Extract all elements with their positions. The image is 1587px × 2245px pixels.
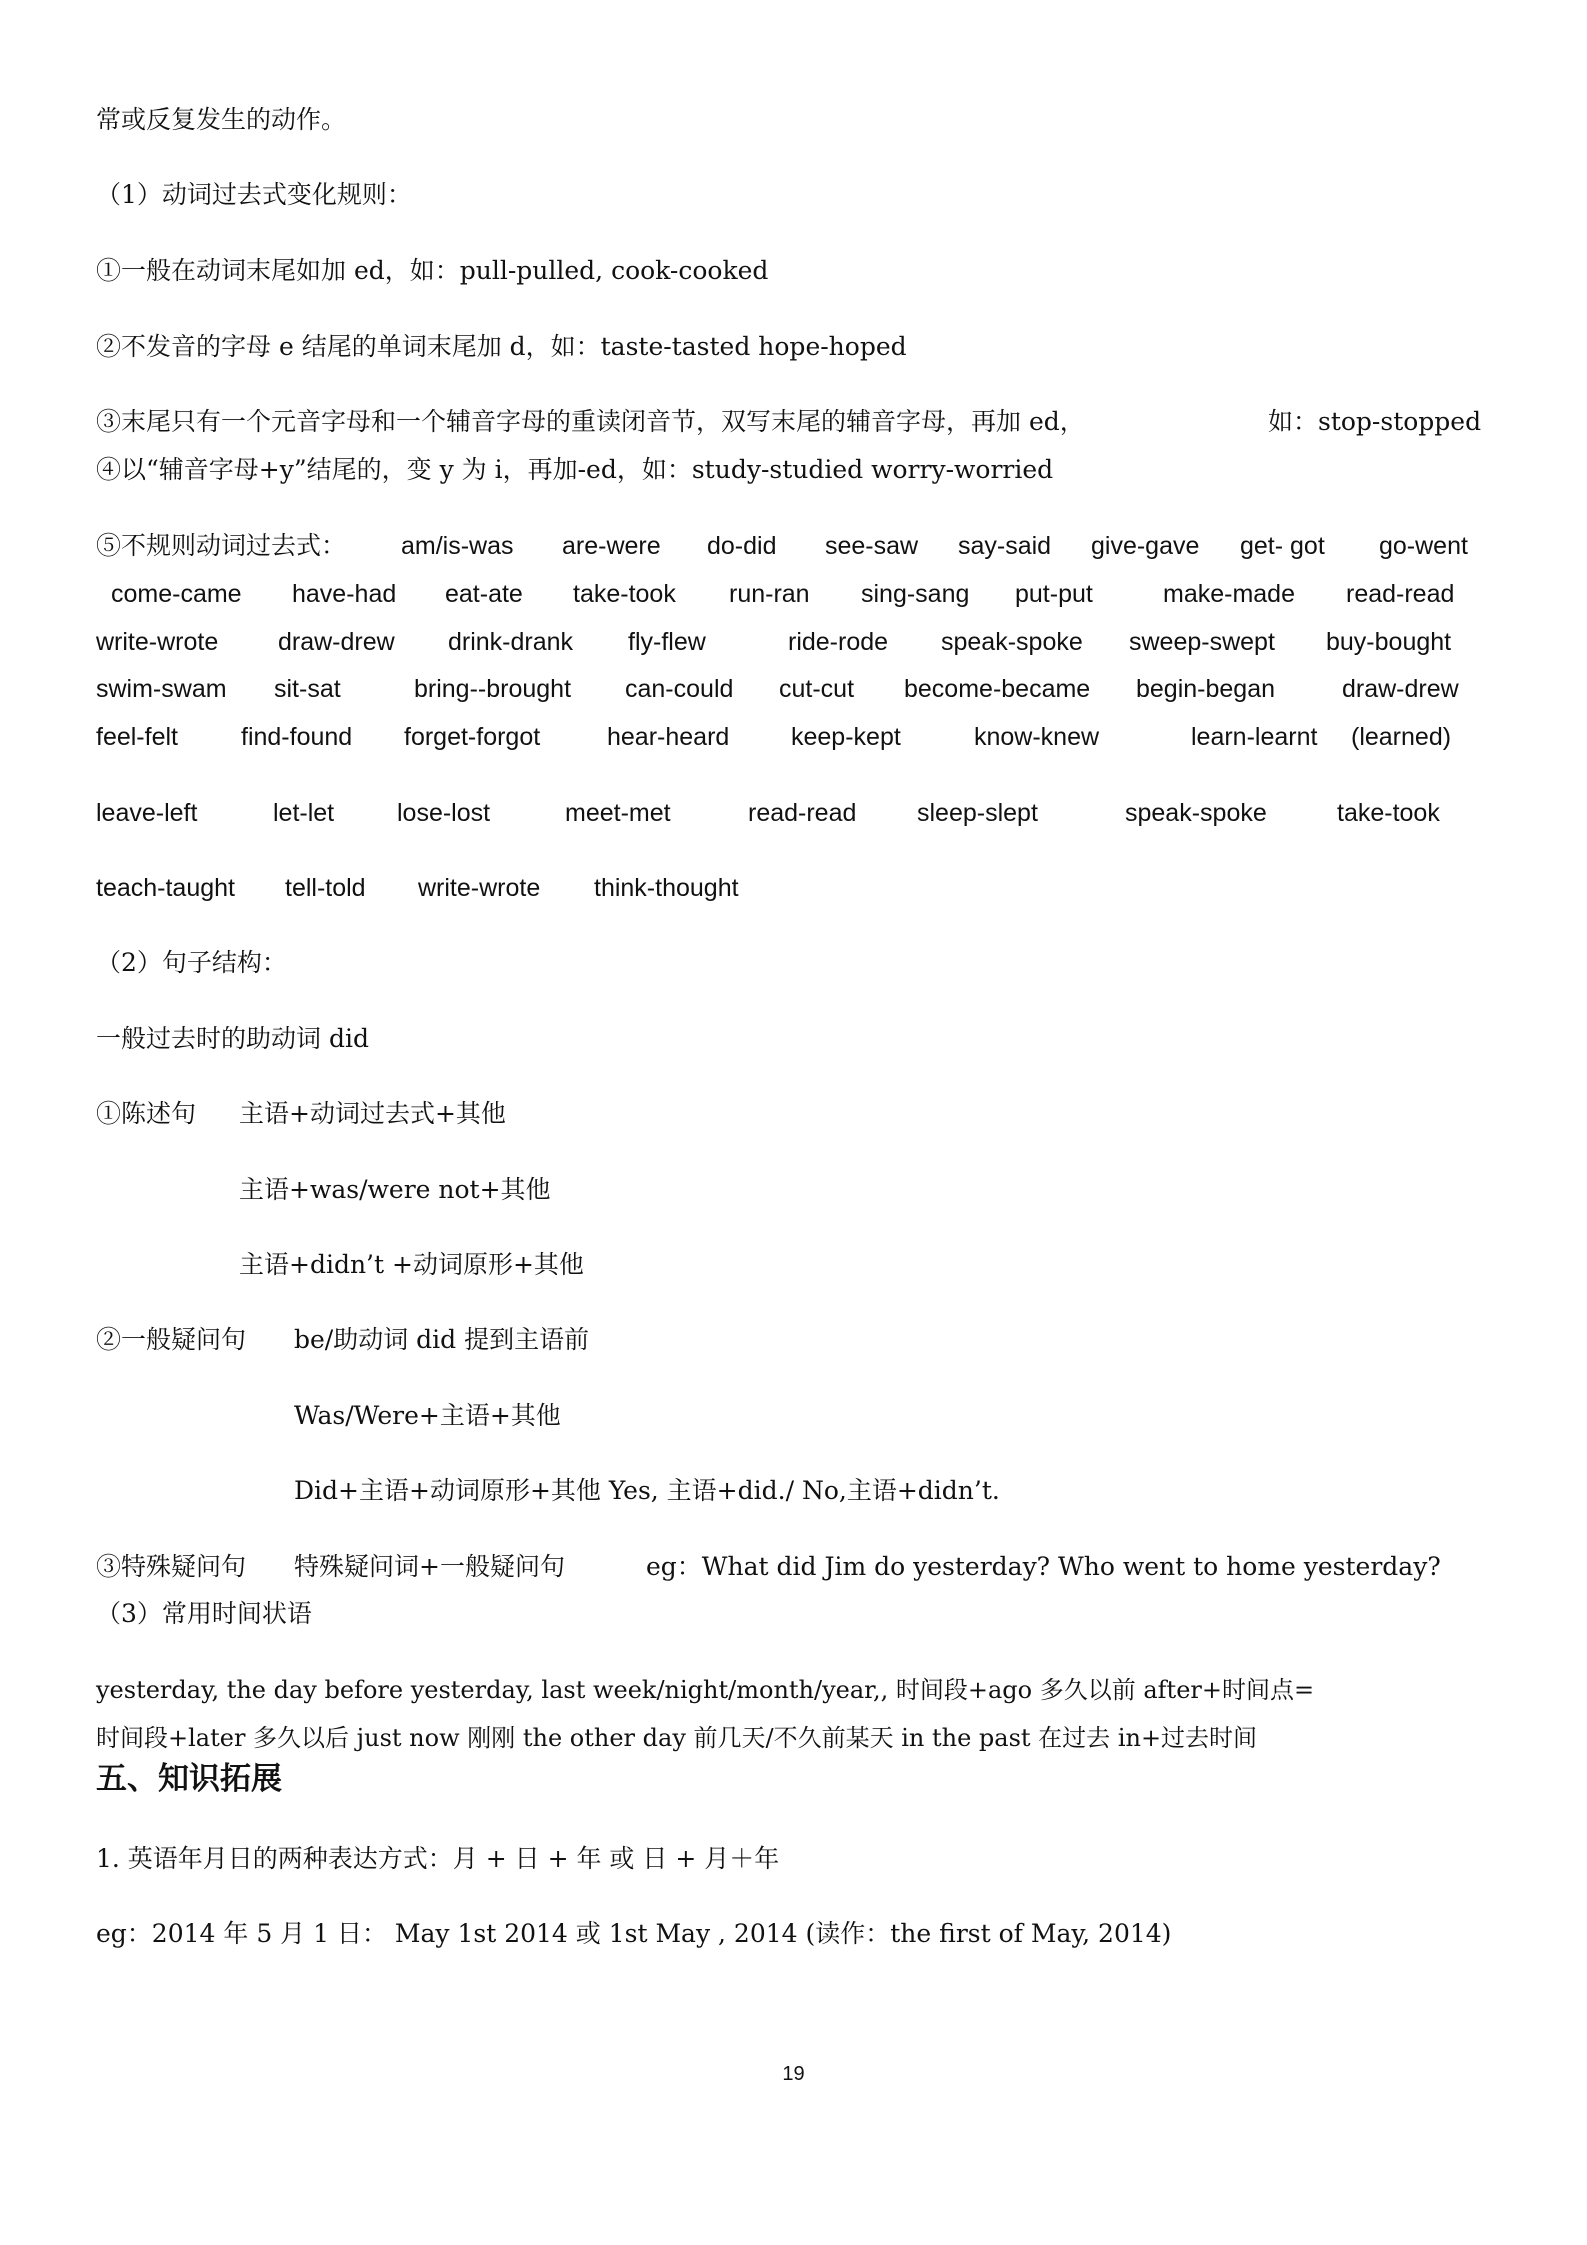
rule-item: ②不发音的字母 e 结尾的单词末尾加 d，如：taste-tasted hope-hoped [96, 332, 907, 361]
verb-pair: take-took [573, 580, 676, 608]
verb-pair: forget-forgot [404, 723, 541, 751]
verb-pair: leave-left [96, 799, 198, 827]
structure-pattern: Did+主语+动词原形+其他 Yes, 主语+did./ No,主语+didn’t. [294, 1476, 1000, 1505]
structure-pattern: be/助动词 did 提到主语前 [294, 1325, 590, 1354]
verb-pair: teach-taught [96, 874, 235, 902]
verb-pair: bring--brought [414, 675, 572, 703]
verb-pair: am/is-was [401, 532, 514, 560]
verb-pair: get- got [1240, 532, 1325, 560]
verb-pair: take-took [1337, 799, 1440, 827]
verb-pair: feel-felt [96, 723, 178, 751]
structure-label: ②一般疑问句 [96, 1325, 247, 1354]
list-item: 1. 英语年月日的两种表达方式：月 + 日 + 年 或 日 + 月＋年 [96, 1844, 780, 1873]
verb-pair: keep-kept [791, 723, 901, 751]
verb-pair: (learned) [1351, 723, 1452, 751]
structure-label: ①陈述句 [96, 1099, 197, 1128]
rule-item: ⑤不规则动词过去式： [96, 531, 347, 560]
verb-pair: put-put [1015, 580, 1093, 608]
verb-pair: speak-spoke [1125, 799, 1267, 827]
verb-pair: can-could [625, 675, 734, 703]
verb-pair: read-read [1346, 580, 1455, 608]
verb-pair: draw-drew [278, 628, 395, 656]
rule-item: ④以“辅音字母+y”结尾的，变 y 为 i，再加-ed，如：study-studied worry-worried [96, 455, 1054, 484]
rule-example: 如：stop-stopped [1268, 407, 1482, 436]
verb-pair: have-had [292, 580, 397, 608]
verb-pair: sweep-swept [1129, 628, 1275, 656]
example-line: eg：2014 年 5 月 1 日： May 1st 2014 或 1st May , 2014 (读作：the first of May, 2014) [96, 1919, 1172, 1948]
verb-pair: learn-learnt [1191, 723, 1318, 751]
structure-pattern: 主语+didn’t +动词原形+其他 [239, 1250, 584, 1279]
structure-pattern: Was/Were+主语+其他 [294, 1401, 561, 1430]
verb-pair: write-wrote [418, 874, 541, 902]
structure-pattern: 主语+was/were not+其他 [239, 1175, 551, 1204]
verb-pair: think-thought [594, 874, 739, 902]
structure-label: ③特殊疑问句 [96, 1552, 247, 1581]
time-adverbials-line: yesterday, the day before yesterday, last week/night/month/year,, 时间段+ago 多久以前 after+时间点= [96, 1676, 1315, 1704]
verb-pair: say-said [958, 532, 1052, 560]
verb-pair: cut-cut [779, 675, 855, 703]
page-number: 19 [782, 2063, 805, 2085]
verb-pair: sit-sat [274, 675, 341, 703]
verb-pair: sleep-slept [917, 799, 1038, 827]
section-heading: 五、知识拓展 [96, 1761, 282, 1797]
verb-pair: let-let [273, 799, 335, 827]
verb-pair: do-did [707, 532, 777, 560]
verb-pair: are-were [562, 532, 661, 560]
verb-pair: write-wrote [96, 628, 219, 656]
verb-pair: begin-began [1136, 675, 1276, 703]
verb-pair: drink-drank [448, 628, 574, 656]
section-title: （3）常用时间状语 [96, 1599, 312, 1628]
time-adverbials-line: 时间段+later 多久以后 just now 刚刚 the other day 前几天/不久前某天 in the past 在过去 in+过去时间 [96, 1724, 1258, 1752]
verb-pair: see-saw [825, 532, 919, 560]
text-line: 常或反复发生的动作。 [96, 105, 347, 134]
verb-pair: lose-lost [397, 799, 491, 827]
verb-pair: tell-told [285, 874, 366, 902]
section-title: （1）动词过去式变化规则： [96, 180, 412, 209]
rule-item: ①一般在动词末尾如加 ed，如：pull-pulled, cook-cooked [96, 256, 769, 285]
structure-pattern: 特殊疑问词+一般疑问句 [294, 1552, 565, 1581]
verb-pair: speak-spoke [941, 628, 1083, 656]
verb-pair: draw-drew [1342, 675, 1459, 703]
verb-pair: find-found [241, 723, 353, 751]
verb-pair: become-became [904, 675, 1091, 703]
verb-pair: go-went [1379, 532, 1468, 560]
rule-item: ③末尾只有一个元音字母和一个辅音字母的重读闭音节，双写末尾的辅音字母，再加 ed， [96, 407, 1085, 436]
section-title: （2）句子结构： [96, 948, 287, 977]
structure-pattern: 主语+动词过去式+其他 [239, 1099, 506, 1128]
verb-pair: ride-rode [788, 628, 889, 656]
verb-pair: come-came [111, 580, 242, 608]
verb-pair: hear-heard [607, 723, 730, 751]
verb-pair: make-made [1163, 580, 1295, 608]
verb-pair: give-gave [1091, 532, 1200, 560]
structure-example: eg：What did Jim do yesterday? Who went to home yesterday? [646, 1552, 1441, 1581]
text-line: 一般过去时的助动词 did [96, 1024, 369, 1053]
verb-pair: sing-sang [861, 580, 970, 608]
verb-pair: eat-ate [445, 580, 523, 608]
verb-pair: meet-met [565, 799, 671, 827]
verb-pair: read-read [748, 799, 857, 827]
verb-pair: fly-flew [628, 628, 706, 656]
verb-pair: know-knew [974, 723, 1100, 751]
verb-pair: run-ran [729, 580, 810, 608]
verb-pair: buy-bought [1326, 628, 1452, 656]
verb-pair: swim-swam [96, 675, 227, 703]
